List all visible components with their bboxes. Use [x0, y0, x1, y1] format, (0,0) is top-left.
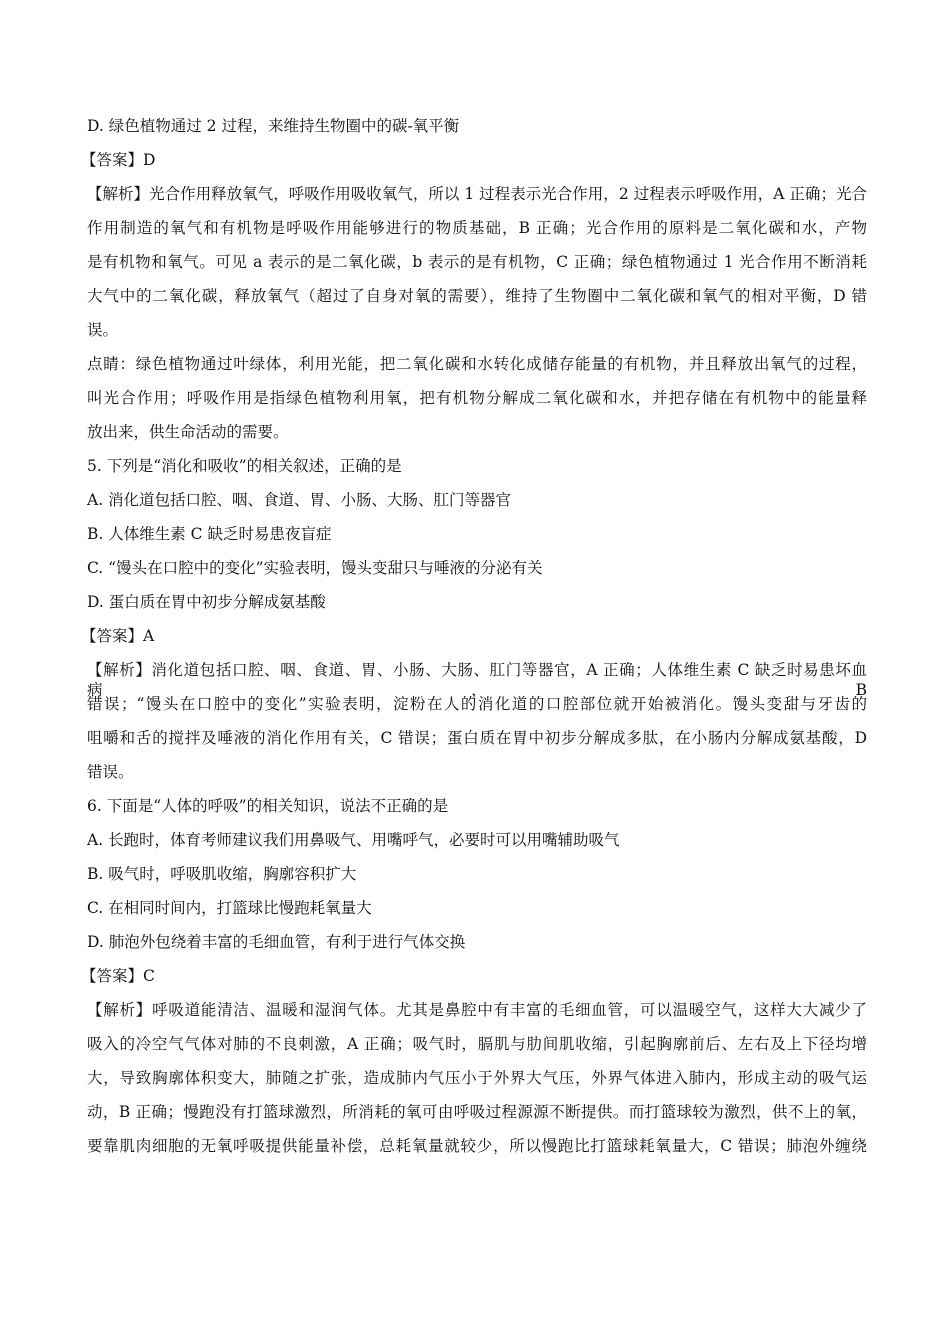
- analysis-q5-line1: 【解析】消化道包括口腔、咽、食道、胃、小肠、大肠、肛门等器官，A 正确；人体维生素 C 缺乏时易患坏血病，B: [87, 661, 867, 699]
- analysis-q6-line1: 【解析】呼吸道能清洁、温暖和湿润气体。尤其是鼻腔中有丰富的毛细血管，可以温暖空气，这样大大减少了: [87, 1001, 867, 1019]
- tip-q4-line3: 放出来，供生命活动的需要。: [87, 423, 289, 441]
- analysis-q5-line3: 咀嚼和舌的搅拌及唾液的消化作用有关，C 错误；蛋白质在胃中初步分解成多肽，在小肠内分解成氨基酸，D: [87, 729, 867, 747]
- option-d-q6: D. 肺泡外包绕着丰富的毛细血管，有利于进行气体交换: [87, 933, 466, 951]
- analysis-q4-line5: 误。: [87, 321, 119, 339]
- answer-q4: 【答案】D: [81, 151, 156, 169]
- analysis-q4-line2: 作用制造的氧气和有机物是呼吸作用能够进行的物质基础，B 正确；光合作用的原料是二氧化碳和水，产物: [87, 219, 867, 237]
- option-a-q6: A. 长跑时，体育考师建议我们用鼻吸气、用嘴呼气，必要时可以用嘴辅助吸气: [87, 831, 620, 849]
- option-b-q5: B. 人体维生素 C 缺乏时易患夜盲症: [87, 525, 332, 543]
- option-d-q5: D. 蛋白质在胃中初步分解成氨基酸: [87, 593, 326, 611]
- answer-q5: 【答案】A: [81, 627, 155, 645]
- tip-q4-line1: 点睛：绿色植物通过叶绿体，利用光能，把二氧化碳和水转化成储存能量的有机物，并且释放出氧气的过程，: [87, 355, 867, 373]
- option-d-q4: D. 绿色植物通过 2 过程，来维持生物圈中的碳-氧平衡: [87, 117, 460, 135]
- analysis-q6-line3: 大，导致胸廓体积变大，肺随之扩张，造成肺内气压小于外界大气压，外界气体进入肺内，形成主动的吸气运: [87, 1069, 867, 1087]
- answer-q6: 【答案】C: [81, 967, 155, 985]
- option-c-q6: C. 在相同时间内，打篮球比慢跑耗氧量大: [87, 899, 372, 917]
- analysis-q6-line5: 要靠肌肉细胞的无氧呼吸提供能量补偿，总耗氧量就较少，所以慢跑比打篮球耗氧量大，C 错误；肺泡外缠绕: [87, 1137, 867, 1155]
- analysis-q5-line2: 错误；“馒头在口腔中的变化”实验表明，淀粉在人的消化道的口腔部位就开始被消化。馒头变甜与牙齿的: [87, 695, 867, 713]
- analysis-q6-line2: 吸入的冷空气气体对肺的不良刺激，A 正确；吸气时，膈肌与肋间肌收缩，引起胸廓前后、左右及上下径均增: [87, 1035, 867, 1053]
- analysis-q6-line4: 动，B 正确；慢跑没有打篮球激烈，所消耗的氧可由呼吸过程源源不断提供。而打篮球较为激烈，供不上的氧，: [87, 1103, 867, 1121]
- option-b-q6: B. 吸气时，呼吸肌收缩，胸廓容积扩大: [87, 865, 357, 883]
- analysis-q4-line4: 大气中的二氧化碳，释放氧气（超过了自身对氧的需要），维持了生物圈中二氧化碳和氧气的相对平衡，D 错: [87, 287, 867, 305]
- analysis-q5-line4: 错误。: [87, 763, 134, 781]
- option-c-q5: C. “馒头在口腔中的变化”实验表明，馒头变甜只与唾液的分泌有关: [87, 559, 543, 577]
- analysis-q4-line1: 【解析】光合作用释放氧气，呼吸作用吸收氧气，所以 1 过程表示光合作用，2 过程表示呼吸作用，A 正确；光合: [87, 185, 867, 203]
- question-5: 5. 下列是“消化和吸收”的相关叙述，正确的是: [87, 457, 402, 475]
- question-6: 6. 下面是“人体的呼吸”的相关知识，说法不正确的是: [87, 797, 449, 815]
- option-a-q5: A. 消化道包括口腔、咽、食道、胃、小肠、大肠、肛门等器官: [87, 491, 512, 509]
- tip-q4-line2: 叫光合作用；呼吸作用是指绿色植物利用氧，把有机物分解成二氧化碳和水，并把存储在有机物中的能量释: [87, 389, 867, 407]
- analysis-q4-line3: 是有机物和氧气。可见 a 表示的是二氧化碳，b 表示的是有机物，C 正确；绿色植物通过 1 光合作用不断消耗: [87, 253, 867, 271]
